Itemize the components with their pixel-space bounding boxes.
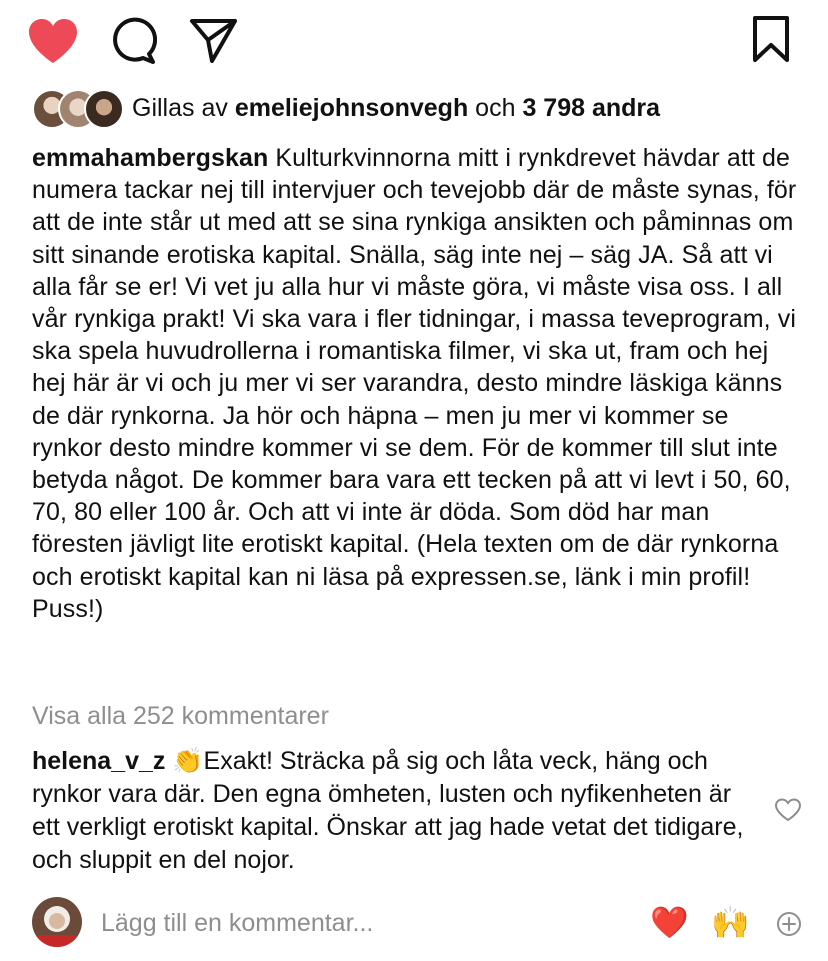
user-avatar <box>32 897 82 947</box>
comment-icon[interactable] <box>109 17 157 65</box>
comment-like-icon[interactable] <box>774 798 802 822</box>
comment-input[interactable] <box>99 904 623 942</box>
clapping-emoji: 👏 <box>172 747 204 775</box>
liker-username[interactable]: emeliejohnsonvegh <box>234 94 469 122</box>
quick-heart-emoji[interactable]: ❤️ <box>650 905 689 940</box>
likes-prefix: Gillas av <box>132 94 228 122</box>
bookmark-icon[interactable] <box>751 15 791 63</box>
liker-avatars[interactable] <box>32 89 124 127</box>
caption-text: Kulturkvinnorna mitt i rynkdrevet hävdar att de numera tackar nej till intervjuer och tevejobb där de måste synas, för att de inte står ut med att se sina rynkiga ansikten och påminnas om sitt sinande erotiska kapital. Snälla, säg inte nej – säg JA. Så att vi alla får se er! Vi vet ju alla hur vi måste göra, vi måste visa oss. I all vår rynkiga prakt! Vi ska vara i fler tidningar, i massa teveprogram, vi ska spela huvudrollerna i romantiska filmer, vi ska ut, fram och hej hej här är vi och ju mer vi ser varandra, desto mindre läskiga känns de där rynkorna. Ja hör och häpna – men ju mer vi kommer se rynkor desto mindre kommer vi se dem. För de kommer till slut inte betyda något. De kommer bara vara ett tecken på att vi levt i 50, 60, 70, 80 eller 100 år. Och att vi inte är döda. Som död har man föresten jävligt lite erotiskt kapital. (Hela texten om de där rynkorna och erotiskt kapital kan ni läsa på expressen.se, länk i min profil! Puss!) <box>32 144 797 623</box>
like-heart-icon[interactable] <box>26 17 80 65</box>
avatar <box>84 89 124 129</box>
likes-count[interactable]: 3 798 andra <box>522 94 661 122</box>
caption-username[interactable]: emmahambergskan <box>32 144 269 172</box>
view-all-comments-link[interactable]: Visa alla 252 kommentarer <box>32 702 329 730</box>
comment-item <box>32 745 762 877</box>
add-icon[interactable] <box>776 911 802 937</box>
likes-conj: och <box>475 94 516 122</box>
quick-raising-hands-emoji[interactable]: 🙌 <box>711 905 750 940</box>
comment-username[interactable]: helena_v_z <box>32 747 166 775</box>
post-caption <box>32 142 802 625</box>
comment-text: Exakt! Sträcka på sig och låta veck, häng och rynkor vara där. Den egna ömheten, lusten och nyfikenheten är ett verkligt erotiskt kapital. Önskar att jag hade vetat det tidigare, och sluppit en del nojor. <box>32 747 744 874</box>
share-icon[interactable] <box>189 16 239 64</box>
likes-summary[interactable] <box>132 92 660 124</box>
